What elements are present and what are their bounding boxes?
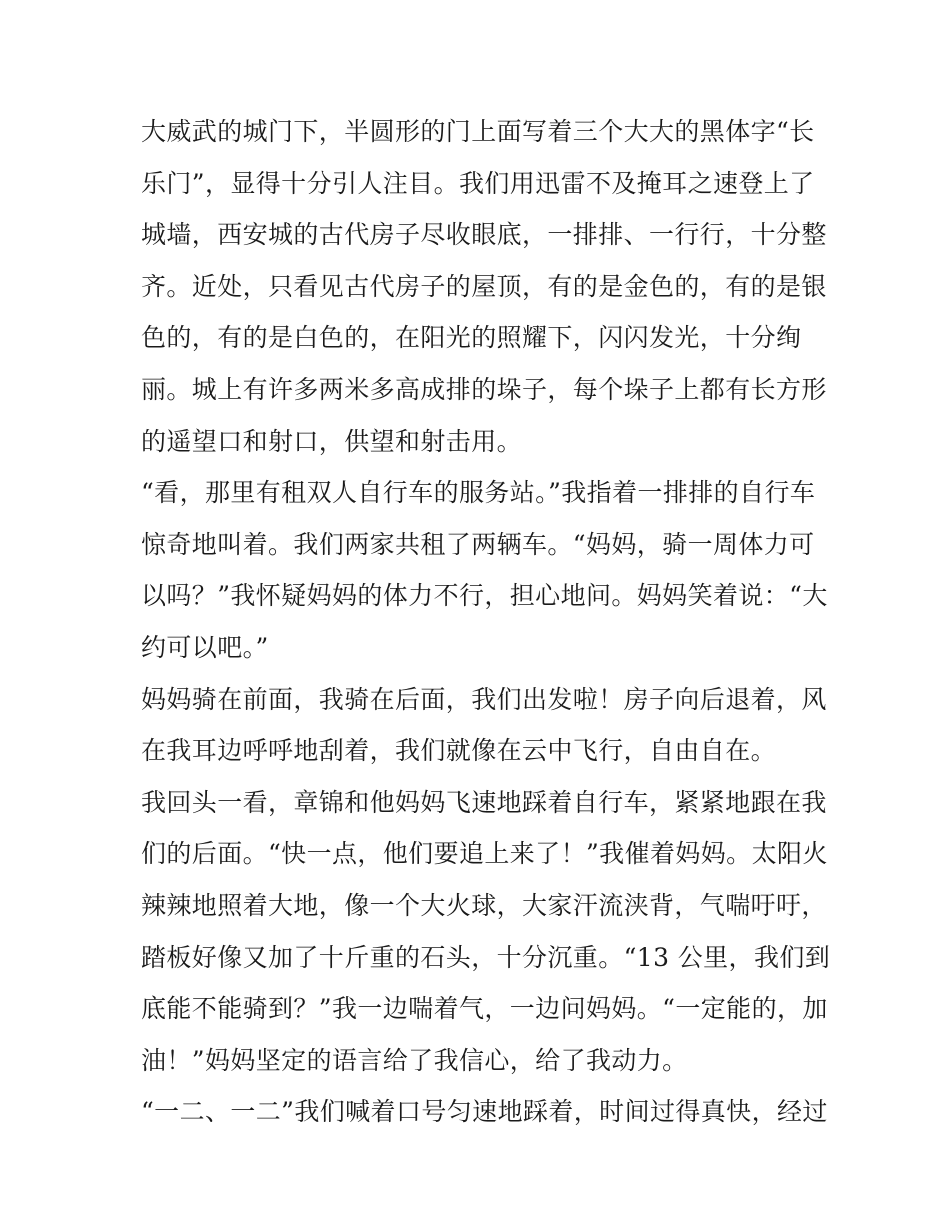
text-line: 惊奇地叫着。我们两家共租了两辆车。“妈妈，骑一周体力可 xyxy=(141,529,815,559)
text-line: 城墙，西安城的古代房子尽收眼底，一排排、一行行，十分整 xyxy=(141,220,827,250)
text-line: “一二、一二”我们喊着口号匀速地踩着，时间过得真快，经过 xyxy=(141,1097,828,1127)
text-line: 妈妈骑在前面，我骑在后面，我们出发啦！房子向后退着，风 xyxy=(141,684,827,714)
text-line: 乐门”，显得十分引人注目。我们用迅雷不及掩耳之速登上了 xyxy=(141,168,815,198)
text-line: 约可以吧。” xyxy=(141,632,269,662)
text-line: 大威武的城门下，半圆形的门上面写着三个大大的黑体字“长 xyxy=(141,117,815,146)
text-line: 丽。城上有许多两米多高成排的垛子，每个垛子上都有长方形 xyxy=(141,374,827,404)
text-line: 齐。近处，只看见古代房子的屋顶，有的是金色的，有的是银 xyxy=(141,271,827,301)
text-line: “看，那里有租双人自行车的服务站。”我指着一排排的自行车 xyxy=(141,478,816,508)
text-line: 油！”妈妈坚定的语言给了我信心，给了我动力。 xyxy=(141,1045,688,1075)
essay-text xyxy=(141,106,831,1138)
text-line: 以吗？”我怀疑妈妈的体力不行，担心地问。妈妈笑着说：“大 xyxy=(141,581,828,611)
text-line: 我回头一看，章锦和他妈妈飞速地踩着自行车，紧紧地跟在我 xyxy=(141,787,827,817)
text-line: 辣辣地照着大地，像一个大火球，大家汗流浃背，气喘吁吁， xyxy=(141,890,827,920)
text-line: 色的，有的是白色的，在阳光的照耀下，闪闪发光，十分绚 xyxy=(141,323,802,353)
text-line: 们的后面。“快一点，他们要追上来了！”我催着妈妈。太阳火 xyxy=(141,839,828,869)
text-line: 踏板好像又加了十斤重的石头，十分沉重。“13 公里，我们到 xyxy=(141,942,831,972)
text-line: 在我耳边呼呼地刮着，我们就像在云中飞行，自由自在。 xyxy=(141,736,777,766)
text-line: 底能不能骑到？”我一边喘着气，一边问妈妈。“一定能的，加 xyxy=(141,994,828,1024)
text-line: 的遥望口和射口，供望和射击用。 xyxy=(141,426,523,456)
